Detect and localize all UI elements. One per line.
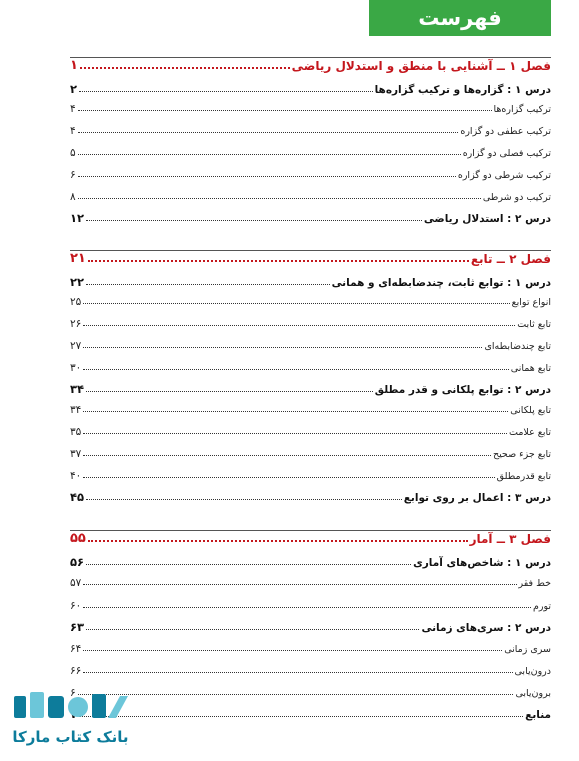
toc-entry-title: فصل ۲ ــ تابع <box>470 252 551 266</box>
toc-entry-title: تابع چندضابطه‌ای <box>484 341 551 352</box>
dot-leader <box>83 325 515 326</box>
toc-entry-page: ۲۲ <box>70 275 85 289</box>
dot-leader <box>79 91 373 92</box>
toc-topic[interactable] <box>70 103 551 115</box>
toc-entry-page: ۲۵ <box>70 296 82 308</box>
watermark-brand-text: بانک کتاب مارکا <box>12 728 129 746</box>
toc-entry-page: ۳۵ <box>70 426 82 438</box>
toc-chapter-2[interactable] <box>70 251 551 266</box>
dot-leader <box>83 411 508 412</box>
toc-entry-title: درون‌یابی <box>514 666 551 677</box>
toc-topic[interactable] <box>70 426 551 438</box>
toc-lesson[interactable] <box>70 555 551 569</box>
dot-leader <box>86 629 419 630</box>
toc-lesson[interactable] <box>70 620 551 634</box>
toc-entry-page: ۵۶ <box>70 555 85 569</box>
toc-entry-page: ۲۶ <box>70 318 82 330</box>
toc-entry-page: ۳۷ <box>70 448 82 460</box>
toc-entry-page: ۶ <box>70 169 76 181</box>
toc-entry-title: فصل ۳ ــ آمار <box>469 532 551 546</box>
toc-topic[interactable] <box>70 643 551 655</box>
toc-topic[interactable] <box>70 191 551 203</box>
dot-leader <box>78 154 461 155</box>
toc-entry-page: ۵۵ <box>70 531 86 546</box>
toc-entry-page: ۵۷ <box>70 577 82 589</box>
toc-topic[interactable] <box>70 296 551 308</box>
toc-entry-title: برون‌یابی <box>515 688 551 699</box>
dot-leader <box>83 584 516 585</box>
toc-topic[interactable] <box>70 470 551 482</box>
dot-leader <box>86 284 330 285</box>
toc-entry-title: ترکیب دو شرطی <box>482 192 551 203</box>
toc-entry-title: درس ۱ : گزاره‌ها و ترکیب گزاره‌ها <box>374 84 551 96</box>
toc-entry-page: ۴۵ <box>70 490 85 504</box>
dot-leader <box>86 391 373 392</box>
toc-entry-title: تابع ثابت <box>517 319 551 330</box>
toc-entry-page: ۶۰ <box>70 600 82 612</box>
toc-entry-page: ۳۴ <box>70 382 85 396</box>
toc-entry-title: تابع جزء صحیح <box>492 449 551 460</box>
dot-leader <box>78 198 481 199</box>
toc-entry-title: درس ۳ : اعمال بر روی توابع <box>403 492 551 504</box>
toc-topic[interactable] <box>70 577 551 589</box>
toc-entry-page: ۵ <box>70 147 76 159</box>
toc-entry-page: ۶۳ <box>70 620 85 634</box>
toc-lesson[interactable] <box>70 382 551 396</box>
toc-entry-title: تورم <box>532 601 551 612</box>
toc-entry-page: ۴ <box>70 103 76 115</box>
toc-entry-title: تابع همانی <box>510 363 551 374</box>
toc-entry-page: ۸ <box>70 191 76 203</box>
toc-chapter-3[interactable] <box>70 531 551 546</box>
toc-entry-title: درس ۲ : توابع پلکانی و قدر مطلق <box>374 384 551 396</box>
toc-entry-page: ۱ <box>70 58 78 73</box>
dot-leader <box>79 716 523 717</box>
dot-leader <box>78 176 456 177</box>
marka-logo-icon <box>12 690 130 726</box>
dot-leader <box>83 369 509 370</box>
toc-entry-page: ۶۶ <box>70 665 82 677</box>
marka-watermark-logo <box>8 690 128 750</box>
toc-chapter-1[interactable] <box>70 58 551 73</box>
dot-leader <box>86 220 422 221</box>
dot-leader <box>86 564 411 565</box>
toc-entry-page: ۶۴ <box>70 643 82 655</box>
toc-entry-title: درس ۱ : توابع ثابت، چندضابطه‌ای و همانی <box>331 277 551 289</box>
toc-entry-page: ۲۷ <box>70 340 82 352</box>
dot-leader <box>83 672 512 673</box>
toc-entry-page: ۶ <box>70 687 76 699</box>
toc-entry-page: ۴۰ <box>70 470 82 482</box>
toc-entry-title: تابع علامت <box>508 427 551 438</box>
dot-leader <box>83 303 509 304</box>
toc-entry-title: درس ۲ : سری‌های زمانی <box>421 622 551 634</box>
toc-entry-title: منابع <box>525 709 551 721</box>
toc-topic[interactable] <box>70 448 551 460</box>
page-title: فهرست <box>369 0 551 36</box>
toc-entry-page: ۳۰ <box>70 362 82 374</box>
toc-entry-title: درس ۲ : استدلال ریاضی <box>423 213 551 225</box>
toc-topic[interactable] <box>70 687 551 699</box>
toc-references[interactable] <box>70 707 551 721</box>
dot-leader <box>86 499 402 500</box>
toc-topic[interactable] <box>70 600 551 612</box>
toc-lesson[interactable] <box>70 82 551 96</box>
toc-entry-page: ۲۱ <box>70 251 86 266</box>
dot-leader <box>83 607 531 608</box>
toc-entry-title: خط فقر <box>518 578 551 589</box>
toc-entry-page: ۱۲ <box>70 211 85 225</box>
toc-lesson[interactable] <box>70 490 551 504</box>
toc-lesson[interactable] <box>70 275 551 289</box>
dot-leader <box>83 477 494 478</box>
toc-topic[interactable] <box>70 362 551 374</box>
dot-leader <box>80 67 290 69</box>
toc-topic[interactable] <box>70 665 551 677</box>
dot-leader <box>88 540 468 542</box>
toc-entry-title: تابع قدرمطلق <box>496 471 551 482</box>
toc-entry-page: ۲ <box>70 82 78 96</box>
dot-leader <box>83 347 482 348</box>
dot-leader <box>78 132 459 133</box>
toc-entry-title: سری زمانی <box>504 644 551 655</box>
toc-entry-page: ۴ <box>70 125 76 137</box>
toc-entry-title: ترکیب عطفی دو گزاره <box>460 126 551 137</box>
toc-entry-page: ۳۴ <box>70 404 82 416</box>
toc-topic[interactable] <box>70 125 551 137</box>
toc-entry-title: ترکیب فصلی دو گزاره <box>462 148 551 159</box>
toc-entry-title: ترکیب شرطی دو گزاره <box>457 170 551 181</box>
toc-topic[interactable] <box>70 147 551 159</box>
toc-lesson[interactable] <box>70 211 551 225</box>
dot-leader <box>83 650 502 651</box>
toc-entry-title: انواع توابع <box>511 297 551 308</box>
dot-leader <box>78 694 514 695</box>
toc-topic[interactable] <box>70 404 551 416</box>
dot-leader <box>83 455 491 456</box>
dot-leader <box>88 260 469 262</box>
toc-topic[interactable] <box>70 318 551 330</box>
toc-entry-title: فصل ۱ ــ آشنایی با منطق و استدلال ریاضی <box>291 59 551 73</box>
toc-entry-title: تابع پلکانی <box>510 405 551 416</box>
dot-leader <box>83 433 507 434</box>
toc-entry-title: ترکیب گزاره‌ها <box>493 104 551 115</box>
dot-leader <box>78 110 492 111</box>
toc-topic[interactable] <box>70 169 551 181</box>
toc-entry-title: درس ۱ : شاخص‌های آماری <box>413 557 551 569</box>
toc-topic[interactable] <box>70 340 551 352</box>
